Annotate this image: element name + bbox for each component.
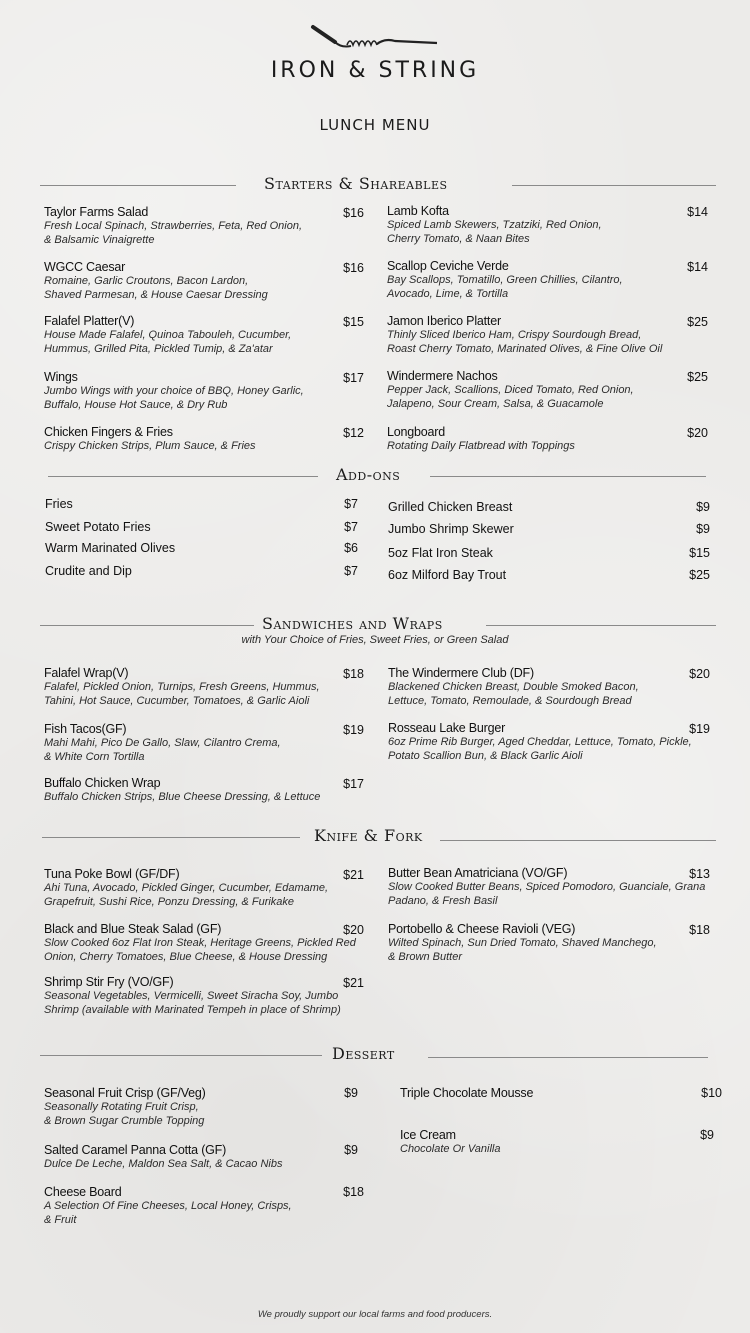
divider [48, 476, 318, 477]
item-price: $17 [343, 777, 364, 791]
item-desc: Shrimp (available with Marinated Tempeh in place of Shrimp) [44, 1004, 341, 1016]
item-desc: Mahi Mahi, Pico De Gallo, Slaw, Cilantro Crema, [44, 737, 281, 749]
item-desc: Buffalo, House Hot Sauce, & Dry Rub [44, 399, 228, 411]
addon-price: $6 [344, 541, 358, 555]
item-price: $12 [343, 426, 364, 440]
item-price: $16 [343, 261, 364, 275]
menu-item [387, 204, 687, 246]
item-price: $9 [344, 1143, 358, 1157]
addon-price: $25 [689, 568, 710, 582]
item-price: $14 [687, 260, 708, 274]
menu-item [44, 370, 364, 412]
addon-name: Warm Marinated Olives [45, 541, 176, 555]
item-desc: Crispy Chicken Strips, Plum Sauce, & Fries [44, 440, 256, 452]
divider [40, 1055, 322, 1056]
item-name: Longboard [387, 425, 445, 439]
section-title-sandwiches: Sandwiches and Wraps [262, 614, 443, 633]
item-price: $19 [343, 723, 364, 737]
item-name: Scallop Ceviche Verde [387, 259, 509, 273]
item-price: $20 [689, 667, 710, 681]
item-desc: Roast Cherry Tomato, Marinated Olives, & Fine Olive Oil [387, 343, 663, 355]
item-desc: Seasonal Vegetables, Vermicelli, Sweet Siracha Soy, Jumbo [44, 990, 339, 1002]
item-name: Falafel Wrap(V) [44, 666, 129, 680]
item-name: Black and Blue Steak Salad (GF) [44, 922, 222, 936]
item-desc: House Made Falafel, Quinoa Tabouleh, Cucumber, [44, 329, 292, 341]
item-price: $9 [344, 1086, 358, 1100]
item-price: $15 [343, 315, 364, 329]
hockey-stick-logo-icon [305, 24, 445, 54]
menu-item [387, 259, 687, 301]
menu-item [44, 1143, 364, 1171]
divider [40, 625, 254, 626]
menu-title: LUNCH MENU [319, 116, 431, 134]
addon-name: Grilled Chicken Breast [388, 500, 513, 514]
menu-item [44, 205, 364, 247]
menu-item [44, 260, 364, 302]
item-desc: Buffalo Chicken Strips, Blue Cheese Dressing, & Lettuce [44, 791, 321, 803]
addon-price: $7 [344, 497, 358, 511]
item-desc: Bay Scallops, Tomatillo, Green Chillies, Cilantro, [387, 274, 623, 286]
menu-item [400, 1086, 700, 1100]
addon-name: Sweet Potato Fries [45, 520, 151, 534]
item-name: Lamb Kofta [387, 204, 449, 218]
item-desc: Pepper Jack, Scallions, Diced Tomato, Red Onion, [387, 384, 634, 396]
item-price: $19 [689, 722, 710, 736]
menu-item [387, 425, 687, 453]
item-price: $21 [343, 976, 364, 990]
menu-item [387, 369, 687, 411]
item-desc: & Balsamic Vinaigrette [44, 234, 155, 246]
menu-item [44, 776, 364, 804]
section-title-dessert: Dessert [332, 1044, 395, 1063]
item-price: $14 [687, 205, 708, 219]
item-desc: Spiced Lamb Skewers, Tzatziki, Red Onion, [387, 219, 602, 231]
item-name: Salted Caramel Panna Cotta (GF) [44, 1143, 227, 1157]
item-desc: Thinly Sliced Iberico Ham, Crispy Sourdough Bread, [387, 329, 642, 341]
menu-item [44, 425, 364, 453]
item-desc: Tahini, Hot Sauce, Cucumber, Tomatoes, & Garlic Aioli [44, 695, 310, 707]
menu-item [388, 666, 718, 708]
brand-name: IRON & STRING [270, 58, 480, 83]
item-name: Butter Bean Amatriciana (VO/GF) [388, 866, 568, 880]
item-name: Chicken Fingers & Fries [44, 425, 173, 439]
menu-item [44, 666, 364, 708]
item-price: $20 [343, 923, 364, 937]
item-price: $13 [689, 867, 710, 881]
addon-name: 5oz Flat Iron Steak [388, 546, 493, 560]
divider [430, 476, 706, 477]
menu-item [44, 1185, 364, 1227]
item-desc: Ahi Tuna, Avocado, Pickled Ginger, Cucumber, Edamame, [44, 882, 329, 894]
item-price: $25 [687, 370, 708, 384]
item-desc: Falafel, Pickled Onion, Turnips, Fresh Greens, Hummus, [44, 681, 320, 693]
item-desc: Shaved Parmesan, & House Caesar Dressing [44, 289, 268, 301]
addon-name: Crudite and Dip [45, 564, 132, 578]
item-name: Taylor Farms Salad [44, 205, 149, 219]
item-name: Seasonal Fruit Crisp (GF/Veg) [44, 1086, 206, 1100]
divider [40, 185, 236, 186]
footer-note: We proudly support our local farms and food producers. [257, 1309, 493, 1320]
item-name: Falafel Platter(V) [44, 314, 135, 328]
menu-item [44, 1086, 364, 1128]
item-desc: Potato Scallion Bun, & Black Garlic Aioli [388, 750, 583, 762]
item-desc: A Selection Of Fine Cheeses, Local Honey, Crisps, [44, 1200, 292, 1212]
item-name: Jamon Iberico Platter [387, 314, 501, 328]
logo [0, 24, 750, 83]
menu-item [44, 722, 364, 764]
item-desc: Jalapeno, Sour Cream, Salsa, & Guacamole [387, 398, 604, 410]
divider [42, 837, 300, 838]
addon-name: Fries [45, 497, 73, 511]
item-name: Buffalo Chicken Wrap [44, 776, 161, 790]
item-price: $20 [687, 426, 708, 440]
item-desc: Fresh Local Spinach, Strawberries, Feta, Red Onion, [44, 220, 303, 232]
item-name: Windermere Nachos [387, 369, 498, 383]
item-desc: Hummus, Grilled Pita, Pickled Tumip, & Za'atar [44, 343, 273, 355]
item-desc: Padano, & Fresh Basil [388, 895, 498, 907]
item-price: $18 [343, 1185, 364, 1199]
item-desc: Avocado, Lime, & Tortilla [387, 288, 509, 300]
addon-price: $15 [689, 546, 710, 560]
item-desc: Slow Cooked Butter Beans, Spiced Pomodoro, Guanciale, Grana [388, 881, 706, 893]
item-name: Ice Cream [400, 1128, 456, 1142]
item-name: The Windermere Club (DF) [388, 666, 534, 680]
item-price: $18 [689, 923, 710, 937]
item-desc: Jumbo Wings with your choice of BBQ, Honey Garlic, [44, 385, 304, 397]
item-name: Fish Tacos(GF) [44, 722, 127, 736]
item-price: $10 [701, 1086, 722, 1100]
item-price: $16 [343, 206, 364, 220]
item-name: WGCC Caesar [44, 260, 126, 274]
addon-price: $7 [344, 520, 358, 534]
addon-price: $7 [344, 564, 358, 578]
item-desc: 6oz Prime Rib Burger, Aged Cheddar, Lettuce, Tomato, Pickle, [388, 736, 692, 748]
divider [440, 840, 716, 841]
divider [512, 185, 716, 186]
section-title-addons: Add-ons [336, 465, 401, 484]
item-desc: Cherry Tomato, & Naan Bites [387, 233, 530, 245]
item-desc: Slow Cooked 6oz Flat Iron Steak, Heritage Greens, Pickled Red [44, 937, 356, 949]
item-desc: Onion, Cherry Tomatoes, Blue Cheese, & House Dressing [44, 951, 328, 963]
item-desc: & Brown Sugar Crumble Topping [44, 1115, 205, 1127]
item-desc: Romaine, Garlic Croutons, Bacon Lardon, [44, 275, 249, 287]
item-desc: Dulce De Leche, Maldon Sea Salt, & Cacao Nibs [44, 1158, 283, 1170]
addon-price: $9 [696, 500, 710, 514]
menu-item [388, 922, 718, 964]
item-name: Wings [44, 370, 78, 384]
menu-item [387, 314, 687, 356]
addon-price: $9 [696, 522, 710, 536]
item-price: $9 [700, 1128, 714, 1142]
item-price: $17 [343, 371, 364, 385]
divider [428, 1057, 708, 1058]
addon-name: 6oz Milford Bay Trout [388, 568, 507, 582]
addon-name: Jumbo Shrimp Skewer [388, 522, 514, 536]
item-name: Portobello & Cheese Ravioli (VEG) [388, 922, 576, 936]
item-desc: Chocolate Or Vanilla [400, 1143, 501, 1155]
item-desc: Rotating Daily Flatbread with Toppings [387, 440, 575, 452]
item-name: Cheese Board [44, 1185, 122, 1199]
menu-item [44, 314, 364, 356]
section-subtitle: with Your Choice of Fries, Sweet Fries, or Green Salad [241, 634, 509, 646]
item-name: Rosseau Lake Burger [388, 721, 506, 735]
item-price: $18 [343, 667, 364, 681]
item-desc: Lettuce, Tomato, Remoulade, & Sourdough Bread [388, 695, 632, 707]
item-desc: Wilted Spinach, Sun Dried Tomato, Shaved Manchego, [388, 937, 657, 949]
item-desc: & Fruit [44, 1214, 77, 1226]
item-price: $21 [343, 868, 364, 882]
item-name: Shrimp Stir Fry (VO/GF) [44, 975, 174, 989]
item-desc: Blackened Chicken Breast, Double Smoked Bacon, [388, 681, 639, 693]
item-price: $25 [687, 315, 708, 329]
item-desc: Seasonally Rotating Fruit Crisp, [44, 1101, 199, 1113]
divider [486, 625, 716, 626]
item-desc: & Brown Butter [388, 951, 462, 963]
item-name: Triple Chocolate Mousse [400, 1086, 534, 1100]
section-title-knife-fork: Knife & Fork [314, 826, 423, 845]
item-desc: & White Corn Tortilla [44, 751, 145, 763]
menu-item [400, 1128, 700, 1156]
section-title-starters: Starters & Shareables [264, 174, 448, 193]
item-name: Tuna Poke Bowl (GF/DF) [44, 867, 180, 881]
item-desc: Grapefruit, Sushi Rice, Ponzu Dressing, & Furikake [44, 896, 295, 908]
